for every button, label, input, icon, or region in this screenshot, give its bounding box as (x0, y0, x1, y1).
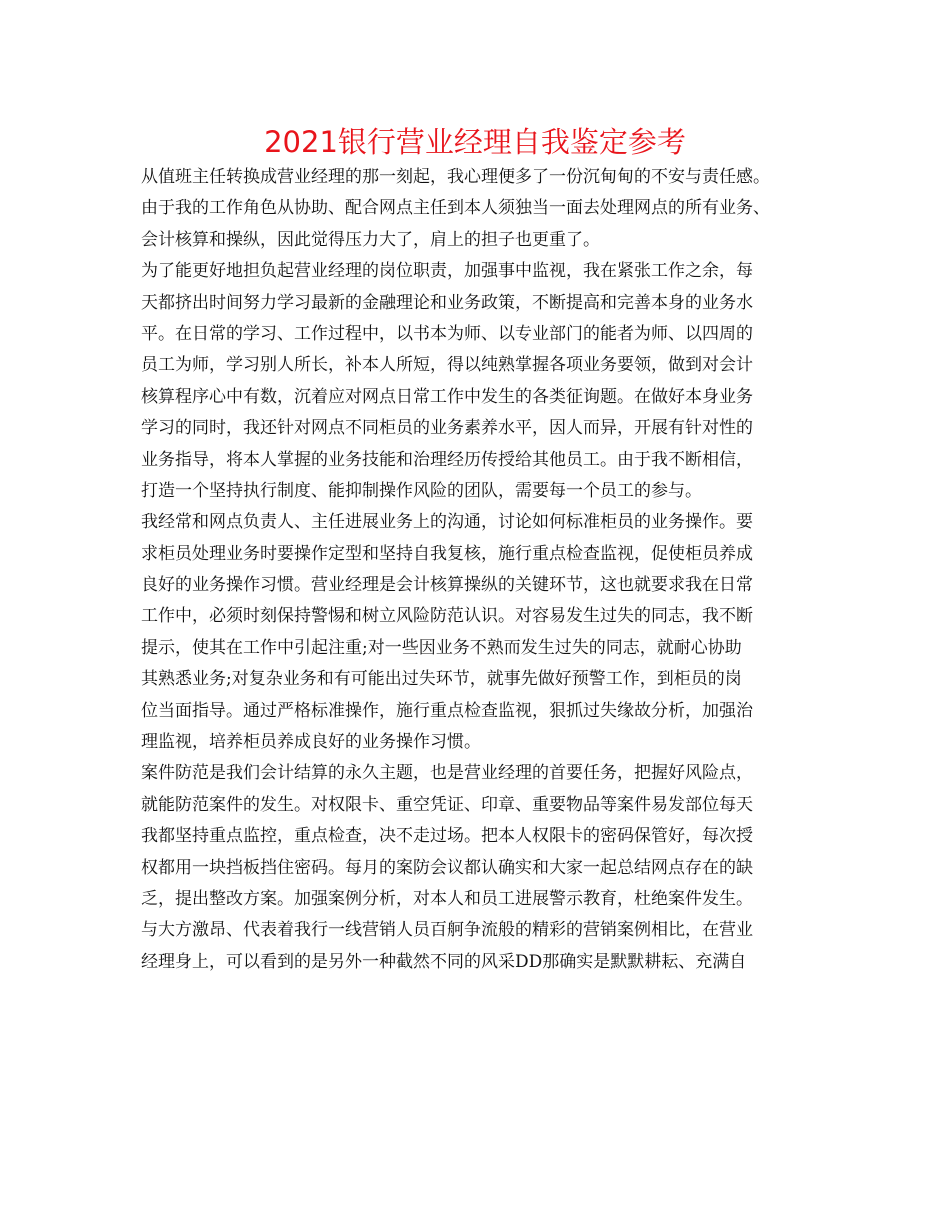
text-line: 为了能更好地担负起营业经理的岗位职责，加强事中监视，我在紧张工作之余，每 (141, 261, 753, 282)
text-line: 由于我的工作角色从协助、配合网点主任到本人须独当一面去处理网点的所有业务、 (141, 198, 770, 219)
text-line: 与大方激昂、代表着我行一线营销人员百舸争流般的精彩的营销案例相比，在营业 (141, 920, 753, 941)
text-line: 核算程序心中有数，沉着应对网点日常工作中发生的各类征询题。在做好本身业务 (141, 386, 753, 407)
text-line: 案件防范是我们会计结算的永久主题，也是营业经理的首要任务，把握好风险点， (141, 763, 753, 784)
text-line: 平。在日常的学习、工作过程中，以书本为师、以专业部门的能者为师、以四周的 (141, 323, 753, 344)
text-line: 我经常和网点负责人、主任进展业务上的沟通，讨论如何标准柜员的业务操作。要 (141, 512, 753, 533)
text-line: 学习的同时，我还针对网点不同柜员的业务素养水平，因人而异，开展有针对性的 (141, 418, 753, 439)
text-line: 求柜员处理业务时要操作定型和坚持自我复核，施行重点检查监视，促使柜员养成 (141, 543, 753, 564)
text-line: 会计核算和操纵，因此觉得压力大了，肩上的担子也更重了。 (141, 229, 600, 250)
text-line: 位当面指导。通过严格标准操作，施行重点检查监视，狠抓过失缘故分析，加强治 (141, 700, 753, 721)
text-line: 我都坚持重点监控，重点检查，决不走过场。把本人权限卡的密码保管好，每次授 (141, 826, 753, 847)
text-line: 权都用一块挡板挡住密码。每月的案防会议都认确实和大家一起总结网点存在的缺 (141, 857, 753, 878)
text-line: 天都挤出时间努力学习最新的金融理论和业务政策，不断提高和完善本身的业务水 (141, 292, 753, 313)
document-title: 2021银行营业经理自我鉴定参考 (264, 125, 686, 159)
text-line: 良好的业务操作习惯。营业经理是会计核算操纵的关键环节，这也就要求我在日常 (141, 575, 753, 596)
text-line: 业务指导，将本人掌握的业务技能和治理经历传授给其他员工。由于我不断相信， (141, 449, 753, 470)
text-line: 其熟悉业务;对复杂业务和有可能出过失环节，就事先做好预警工作，到柜员的岗 (141, 669, 742, 690)
text-line: 经理身上，可以看到的是另外一种截然不同的风采DD那确实是默默耕耘、充满自 (141, 951, 747, 972)
text-line: 工作中，必须时刻保持警惕和树立风险防范认识。对容易发生过失的同志，我不断 (141, 606, 753, 627)
text-line: 打造一个坚持执行制度、能抑制操作风险的团队，需要每一个员工的参与。 (141, 480, 702, 501)
text-line: 员工为师，学习别人所长，补本人所短，得以纯熟掌握各项业务要领，做到对会计 (141, 355, 753, 376)
text-line: 乏，提出整改方案。加强案例分析，对本人和员工进展警示教育，杜绝案件发生。 (141, 888, 753, 909)
text-line: 提示，使其在工作中引起注重;对一些因业务不熟而发生过失的同志，就耐心协助 (141, 637, 742, 658)
text-line: 理监视，培养柜员养成良好的业务操作习惯。 (141, 732, 481, 753)
text-line: 从值班主任转换成营业经理的那一刻起，我心理便多了一份沉甸甸的不安与责任感。 (141, 167, 770, 187)
document-body (141, 162, 821, 978)
text-line: 就能防范案件的发生。对权限卡、重空凭证、印章、重要物品等案件易发部位每天 (141, 794, 753, 815)
